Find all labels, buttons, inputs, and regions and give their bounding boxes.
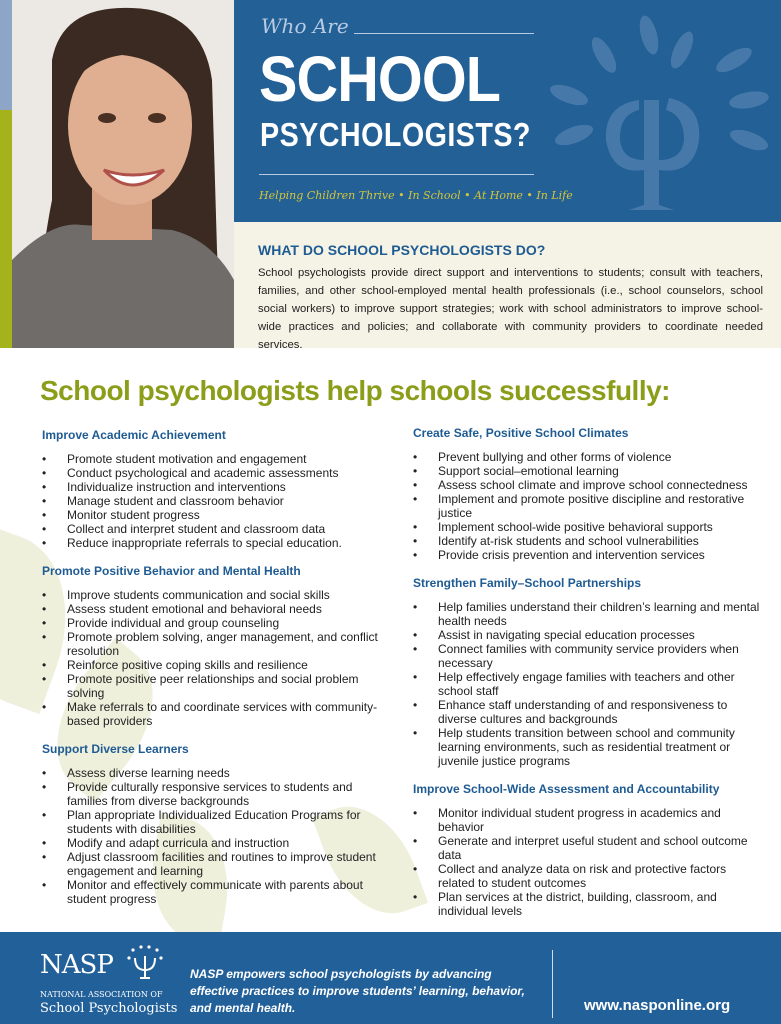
intro-box bbox=[234, 222, 781, 351]
list-item: • Make referrals to and coordinate services with community-based providers bbox=[42, 700, 392, 728]
list-item: • Help students transition between school and community learning environments, such as residential treatment or juvenile justice programs bbox=[413, 726, 763, 768]
list-item: • Reinforce positive coping skills and resilience bbox=[42, 658, 392, 672]
psi-logo-icon bbox=[125, 944, 165, 980]
list-item: • Modify and adapt curricula and instruction bbox=[42, 836, 392, 850]
list-item: • Improve students communication and social skills bbox=[42, 588, 392, 602]
footer-divider bbox=[552, 950, 553, 1018]
list-item: • Assist in navigating special education processes bbox=[413, 628, 763, 642]
list-item: • Monitor and effectively communicate with parents about student progress bbox=[42, 878, 392, 906]
section-heading: Improve Academic Achievement bbox=[42, 428, 226, 442]
intro-heading: WHAT DO SCHOOL PSYCHOLOGISTS DO? bbox=[258, 242, 546, 258]
portrait-photo bbox=[12, 0, 234, 348]
bullet-list bbox=[42, 766, 392, 906]
list-item: • Monitor individual student progress in academics and behavior bbox=[413, 806, 763, 834]
decorative-strip bbox=[0, 110, 12, 348]
list-item: • Collect and interpret student and classroom data bbox=[42, 522, 392, 536]
list-item: • Enhance staff understanding of and responsiveness to diverse cultures and backgrounds bbox=[413, 698, 763, 726]
list-item: • Promote problem solving, anger management, and conflict resolution bbox=[42, 630, 392, 658]
list-item: • Connect families with community service providers when necessary bbox=[413, 642, 763, 670]
list-item: • Prevent bullying and other forms of violence bbox=[413, 450, 763, 464]
list-item: • Generate and interpret useful student and school outcome data bbox=[413, 834, 763, 862]
title-line1: SCHOOL bbox=[259, 43, 501, 115]
list-item: • Adjust classroom facilities and routines to improve student engagement and learning bbox=[42, 850, 392, 878]
list-item: • Help families understand their children’s learning and mental health needs bbox=[413, 600, 763, 628]
section-heading: Strengthen Family–School Partnerships bbox=[413, 576, 642, 590]
website-link[interactable]: www.nasponline.org bbox=[584, 997, 731, 1014]
section-heading: Create Safe, Positive School Climates bbox=[413, 426, 629, 440]
kicker: Who Are bbox=[261, 14, 349, 38]
tagline: Helping Children Thrive • In School • At Home • In Life bbox=[259, 189, 573, 202]
bullet-list bbox=[42, 452, 392, 550]
left-column bbox=[42, 428, 392, 920]
divider bbox=[259, 174, 534, 175]
list-item: • Provide culturally responsive services to students and families from diverse backgrounds bbox=[42, 780, 392, 808]
list-item: • Collect and analyze data on risk and protective factors related to student outcomes bbox=[413, 862, 763, 890]
bullet-list bbox=[413, 450, 763, 562]
bullet-list bbox=[42, 588, 392, 728]
list-item: • Help effectively engage families with teachers and other school staff bbox=[413, 670, 763, 698]
list-item: • Assess diverse learning needs bbox=[42, 766, 392, 780]
right-column bbox=[413, 426, 763, 932]
decorative-strip bbox=[0, 0, 12, 110]
list-item: • Plan appropriate Individualized Education Programs for students with disabilities bbox=[42, 808, 392, 836]
list-item: • Conduct psychological and academic assessments bbox=[42, 466, 392, 480]
list-item: • Assess student emotional and behavioral needs bbox=[42, 602, 392, 616]
org-name-line2: School Psychologists bbox=[40, 1001, 178, 1016]
bullet-list bbox=[413, 600, 763, 768]
list-item: • Support social–emotional learning bbox=[413, 464, 763, 478]
footer bbox=[0, 932, 781, 1024]
list-item: • Provide individual and group counseling bbox=[42, 616, 392, 630]
list-item: • Plan services at the district, building, classroom, and individual levels bbox=[413, 890, 763, 918]
main-heading: School psychologists help schools successfully: bbox=[40, 375, 671, 406]
list-item: • Reduce inappropriate referrals to special education. bbox=[42, 536, 392, 550]
hero-banner bbox=[234, 0, 781, 222]
nasp-logo: NASP bbox=[40, 950, 113, 980]
section-heading: Improve School-Wide Assessment and Accountability bbox=[413, 782, 720, 796]
list-item: • Identify at-risk students and school vulnerabilities bbox=[413, 534, 763, 548]
list-item: • Monitor student progress bbox=[42, 508, 392, 522]
title-line2: PSYCHOLOGISTS? bbox=[260, 116, 531, 153]
bullet-list bbox=[413, 806, 763, 918]
list-item: • Provide crisis prevention and intervention services bbox=[413, 548, 763, 562]
org-name-line1: NATIONAL ASSOCIATION OF bbox=[40, 990, 163, 999]
list-item: • Implement school-wide positive behavioral supports bbox=[413, 520, 763, 534]
list-item: • Promote positive peer relationships and social problem solving bbox=[42, 672, 392, 700]
list-item: • Implement and promote positive discipline and restorative justice bbox=[413, 492, 763, 520]
list-item: • Promote student motivation and engagement bbox=[42, 452, 392, 466]
list-item: • Individualize instruction and interventions bbox=[42, 480, 392, 494]
section-heading: Support Diverse Learners bbox=[42, 742, 189, 756]
mission-statement: NASP empowers school psychologists by advancing effective practices to improve students’ learning, behavior, and mental health. bbox=[190, 967, 525, 1015]
list-item: • Assess school climate and improve school connectedness bbox=[413, 478, 763, 492]
intro-body: School psychologists provide direct support and interventions to students; consult with teachers, families, and other school-employed mental health professionals (i.e., school counselors, school social workers) to improve support strategies; work with school administrators to improve school-wide practices and policies; and collaborate with community providers to coordinate needed services. bbox=[258, 267, 763, 351]
divider bbox=[354, 33, 534, 34]
section-heading: Promote Positive Behavior and Mental Health bbox=[42, 564, 301, 578]
list-item: • Manage student and classroom behavior bbox=[42, 494, 392, 508]
